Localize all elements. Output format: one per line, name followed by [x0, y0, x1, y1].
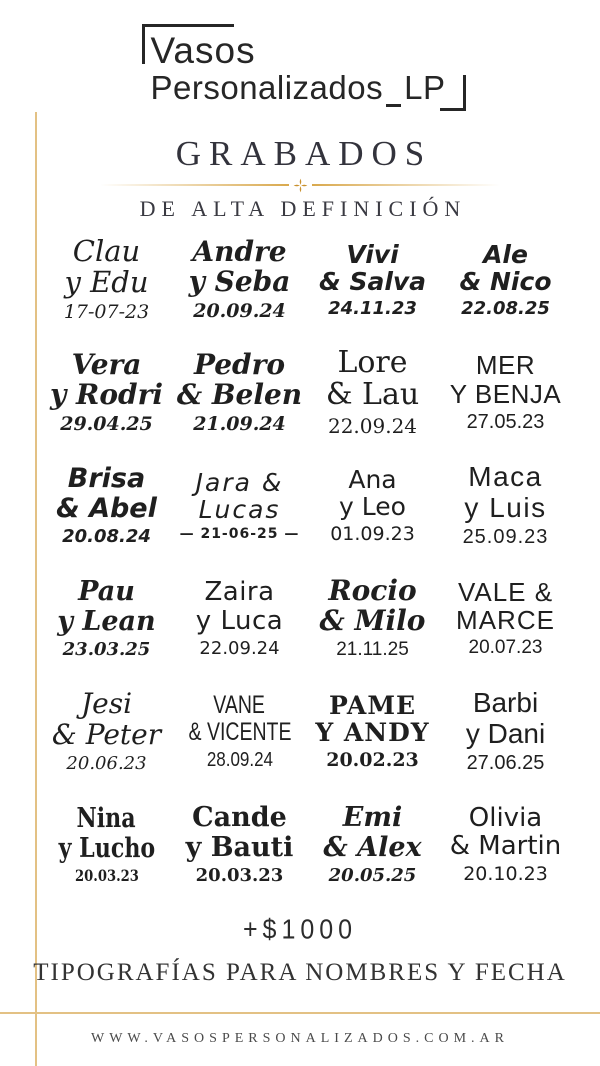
sample-date: 20.05.25 [328, 864, 417, 886]
brand-logo [0, 26, 600, 111]
section-header [0, 134, 600, 222]
sample-name-line2: y Leo [339, 492, 406, 521]
sample-name-line2: & VICENTE [188, 717, 291, 746]
font-sample-emi-alex [306, 788, 439, 901]
sample-name-line2: & Salva [318, 266, 427, 296]
sample-date: 20.03.23 [74, 865, 139, 885]
sample-name-line2: Y ANDY [315, 718, 430, 747]
sample-date: 22.09.24 [199, 637, 280, 659]
sample-name-line1: Pedro [193, 347, 286, 381]
logo-corner-bracket-bottom-right [440, 75, 466, 111]
page-title: GRABADOS [175, 134, 433, 173]
sample-name-line1: Andre [192, 234, 287, 268]
font-sample-vane-vicente [173, 675, 306, 788]
sample-name-line2: y Lean [57, 605, 156, 637]
sample-name-line1: Lore [337, 344, 408, 380]
sample-date: 20.08.24 [62, 525, 151, 547]
font-sample-ana-leo [306, 449, 439, 562]
sample-name-line1: Nina [76, 803, 137, 835]
sample-name-line2: & Belen [176, 378, 303, 411]
font-sample-maca-luis [439, 449, 572, 562]
sample-name-line1: Pau [78, 576, 135, 608]
sample-name-line1: Barbi [472, 687, 539, 719]
sample-name-line2: & Peter [51, 717, 162, 751]
sample-date: 20.09.24 [193, 300, 286, 323]
font-sample-vale-marce [439, 562, 572, 675]
sample-name-line1: Brisa [67, 463, 146, 495]
logo-corner-bracket-top-left [142, 24, 234, 64]
sample-name-line2: & Abel [56, 492, 157, 524]
sample-name-line2: Y BENJA [449, 378, 562, 409]
pricing-caption: TIPOGRAFÍAS PARA NOMBRES Y FECHA [33, 959, 567, 986]
font-sample-nina-lucho [40, 788, 173, 901]
sample-name-line1: Vivi [346, 239, 399, 269]
sample-date: 24.11.23 [328, 297, 417, 319]
sample-name-line1: Ana [348, 465, 397, 494]
sample-name-line2: y Dani [465, 717, 546, 749]
font-sample-pame-andy [306, 675, 439, 788]
sample-date: 20.07.23 [468, 637, 543, 659]
font-sample-cande-bauti [173, 788, 306, 901]
font-sample-lore-lau [306, 336, 439, 449]
sample-name-line2: & Milo [319, 604, 426, 637]
sample-name-line1: Vera [71, 347, 142, 381]
font-sample-pedro-belen [173, 336, 306, 449]
font-sample-ale-nico [439, 223, 572, 336]
sample-name-line1: Jesi [80, 687, 133, 721]
sample-name-line2: y Luis [464, 491, 547, 523]
sample-name-line1: Olivia [468, 802, 543, 833]
sample-date: 21.09.24 [193, 413, 286, 436]
font-sample-barbi-dani [439, 675, 572, 788]
sample-name-line2: y Luca [195, 605, 284, 636]
font-sample-vera-rodri [40, 336, 173, 449]
footer-gold-line [0, 1012, 600, 1014]
sample-date: 28.09.24 [206, 748, 273, 771]
font-sample-rocio-milo [306, 562, 439, 675]
sample-name-line1: Zaira [204, 577, 275, 608]
sample-name-line1: Cande [192, 802, 287, 834]
sample-name-line1: Ale [483, 239, 528, 269]
sample-date: 20.03.23 [195, 864, 284, 886]
sample-name-line1: Rocio [328, 573, 417, 607]
logo-line2: Personalizados [150, 69, 384, 106]
sample-name-line2: y Edu [64, 265, 149, 299]
sample-name-line2: & Martin [449, 831, 562, 861]
sample-name-line2: y Bauti [185, 831, 294, 863]
page-subtitle: DE ALTA DEFINICIÓN [139, 196, 467, 221]
gold-divider [100, 176, 500, 194]
sample-date: 20.10.23 [463, 863, 548, 886]
sample-name-line1: PAME [328, 691, 417, 720]
cross-ornament-icon [293, 178, 308, 193]
font-sample-olivia-martin [439, 788, 572, 901]
sample-name-line2: & Alex [323, 831, 422, 863]
website-url: WWW.VASOSPERSONALIZADOS.COM.AR [91, 1031, 509, 1046]
sample-date: 20.02.23 [326, 749, 419, 771]
sample-date: 21.11.25 [336, 639, 409, 661]
sample-name-line2: & Nico [459, 266, 552, 296]
sample-name-line1: Maca [468, 461, 543, 493]
font-sample-jara-lucas [173, 449, 306, 562]
sample-name-line1: VALE & [457, 576, 554, 607]
font-sample-pau-lean [40, 562, 173, 675]
sample-name-line2: y Rodri [50, 378, 163, 411]
sample-date: 01.09.23 [330, 523, 415, 545]
sample-date: 22.08.25 [461, 297, 550, 319]
font-sample-zaira-luca [173, 562, 306, 675]
sample-name-line1: Jara & [195, 468, 284, 497]
sample-date: 27.05.23 [466, 410, 545, 433]
sample-date: 17-07-23 [63, 301, 150, 324]
logo-suffix: LP [404, 69, 446, 106]
sample-name-line1: MER [475, 350, 536, 381]
sample-name-line1: Emi [342, 802, 403, 834]
surcharge-amount: +$1000 [242, 914, 358, 946]
sample-name-line1: VANE [213, 690, 266, 719]
sample-name-line2: y Seba [188, 265, 291, 298]
font-sample-brisa-abel [40, 449, 173, 562]
sample-name-line2: y Lucho [58, 832, 155, 864]
sample-date: 27.06.25 [466, 751, 545, 774]
sample-name-line2: & Lau [325, 377, 420, 412]
font-sample-vivi-salva [306, 223, 439, 336]
sample-name-line2: Lucas [198, 495, 281, 524]
sample-date: 23.03.25 [62, 638, 151, 660]
sample-date: 29.04.25 [60, 413, 153, 436]
logo-underscore-mark [386, 77, 401, 107]
sample-name-line1: Clau [72, 233, 141, 268]
font-sample-mer-benja [439, 336, 572, 449]
sample-date: — 21-06-25 — [179, 526, 300, 542]
font-samples-grid [40, 223, 572, 901]
font-sample-clau-edu [40, 223, 173, 336]
sample-name-line2: MARCE [456, 605, 555, 635]
sample-date: 22.09.24 [327, 414, 418, 439]
font-sample-andre-seba [173, 223, 306, 336]
logo-line1: Vasos [150, 30, 256, 71]
sample-date: 25.09.23 [462, 525, 549, 548]
pricing-section [0, 916, 600, 987]
font-sample-jesi-peter [40, 675, 173, 788]
sample-date: 20.06.23 [66, 752, 147, 774]
